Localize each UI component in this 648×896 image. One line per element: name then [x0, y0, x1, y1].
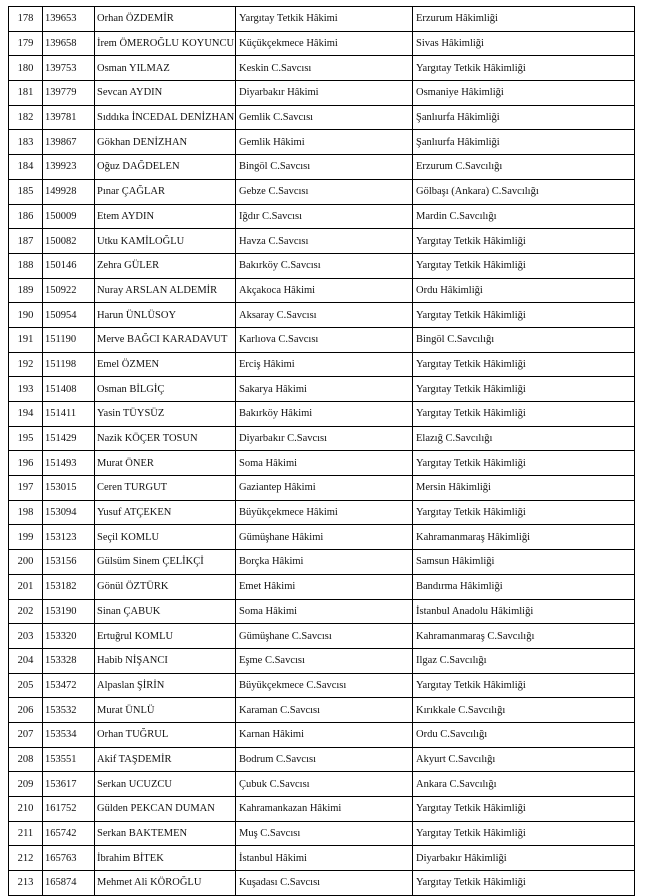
new-assignment-cell: Mersin Hâkimliği	[413, 476, 635, 501]
current-position-cell: Bingöl C.Savcısı	[236, 155, 413, 180]
registry-number-cell: 139753	[43, 56, 95, 81]
row-number-cell: 189	[9, 278, 43, 303]
table-row	[9, 599, 635, 624]
table-row	[9, 648, 635, 673]
row-number-cell: 185	[9, 179, 43, 204]
current-position-cell: Büyükçekmece Hâkimi	[236, 500, 413, 525]
table-row	[9, 525, 635, 550]
registry-number-cell: 151493	[43, 451, 95, 476]
current-position-cell: Borçka Hâkimi	[236, 550, 413, 575]
row-number-cell: 213	[9, 871, 43, 896]
table-row	[9, 253, 635, 278]
new-assignment-cell: Şanlıurfa Hâkimliği	[413, 105, 635, 130]
registry-number-cell: 150146	[43, 253, 95, 278]
table-row	[9, 772, 635, 797]
new-assignment-cell: Erzurum C.Savcılığı	[413, 155, 635, 180]
new-assignment-cell: Yargıtay Tetkik Hâkimliği	[413, 303, 635, 328]
row-number-cell: 210	[9, 797, 43, 822]
new-assignment-cell: Yargıtay Tetkik Hâkimliği	[413, 451, 635, 476]
registry-number-cell: 150954	[43, 303, 95, 328]
row-number-cell: 193	[9, 377, 43, 402]
person-name-cell: Nuray ARSLAN ALDEMİR	[95, 278, 236, 303]
table-row	[9, 846, 635, 871]
person-name-cell: Murat ÜNLÜ	[95, 698, 236, 723]
new-assignment-cell: Diyarbakır Hâkimliği	[413, 846, 635, 871]
registry-number-cell: 153328	[43, 648, 95, 673]
current-position-cell: Kuşadası C.Savcısı	[236, 871, 413, 896]
registry-number-cell: 153534	[43, 722, 95, 747]
registry-number-cell: 153320	[43, 624, 95, 649]
registry-number-cell: 139867	[43, 130, 95, 155]
person-name-cell: Orhan TUĞRUL	[95, 722, 236, 747]
table-row	[9, 105, 635, 130]
row-number-cell: 181	[9, 81, 43, 106]
new-assignment-cell: Yargıtay Tetkik Hâkimliği	[413, 797, 635, 822]
table-row	[9, 500, 635, 525]
new-assignment-cell: Yargıtay Tetkik Hâkimliği	[413, 56, 635, 81]
new-assignment-cell: Bandırma Hâkimliği	[413, 574, 635, 599]
registry-number-cell: 153617	[43, 772, 95, 797]
row-number-cell: 199	[9, 525, 43, 550]
person-name-cell: Gülsüm Sinem ÇELİKÇİ	[95, 550, 236, 575]
person-name-cell: Sinan ÇABUK	[95, 599, 236, 624]
new-assignment-cell: Mardin C.Savcılığı	[413, 204, 635, 229]
table-row	[9, 377, 635, 402]
person-name-cell: Utku KAMİLOĞLU	[95, 229, 236, 254]
current-position-cell: Gümüşhane C.Savcısı	[236, 624, 413, 649]
registry-number-cell: 139779	[43, 81, 95, 106]
row-number-cell: 201	[9, 574, 43, 599]
current-position-cell: Bodrum C.Savcısı	[236, 747, 413, 772]
new-assignment-cell: Ordu C.Savcılığı	[413, 722, 635, 747]
row-number-cell: 188	[9, 253, 43, 278]
appointment-table-body	[9, 7, 635, 896]
current-position-cell: Erciş Hâkimi	[236, 352, 413, 377]
current-position-cell: Küçükçekmece Hâkimi	[236, 31, 413, 56]
current-position-cell: Yargıtay Tetkik Hâkimi	[236, 7, 413, 32]
new-assignment-cell: Yargıtay Tetkik Hâkimliği	[413, 871, 635, 896]
new-assignment-cell: Yargıtay Tetkik Hâkimliği	[413, 500, 635, 525]
table-row	[9, 81, 635, 106]
person-name-cell: Sevcan AYDIN	[95, 81, 236, 106]
appointment-table	[8, 6, 635, 896]
table-row	[9, 821, 635, 846]
new-assignment-cell: Bingöl C.Savcılığı	[413, 327, 635, 352]
table-row	[9, 155, 635, 180]
current-position-cell: Havza C.Savcısı	[236, 229, 413, 254]
person-name-cell: İrem ÖMEROĞLU KOYUNCU	[95, 31, 236, 56]
person-name-cell: Gönül ÖZTÜRK	[95, 574, 236, 599]
current-position-cell: Soma Hâkimi	[236, 451, 413, 476]
new-assignment-cell: Osmaniye Hâkimliği	[413, 81, 635, 106]
table-row	[9, 327, 635, 352]
row-number-cell: 190	[9, 303, 43, 328]
new-assignment-cell: Yargıtay Tetkik Hâkimliği	[413, 402, 635, 427]
current-position-cell: Gebze C.Savcısı	[236, 179, 413, 204]
registry-number-cell: 139653	[43, 7, 95, 32]
row-number-cell: 203	[9, 624, 43, 649]
person-name-cell: Merve BAĞCI KARADAVUT	[95, 327, 236, 352]
table-row	[9, 229, 635, 254]
current-position-cell: Diyarbakır Hâkimi	[236, 81, 413, 106]
person-name-cell: Seçil KOMLU	[95, 525, 236, 550]
registry-number-cell: 149928	[43, 179, 95, 204]
table-row	[9, 451, 635, 476]
table-row	[9, 278, 635, 303]
new-assignment-cell: Gölbaşı (Ankara) C.Savcılığı	[413, 179, 635, 204]
row-number-cell: 206	[9, 698, 43, 723]
row-number-cell: 179	[9, 31, 43, 56]
new-assignment-cell: Kahramanmaraş C.Savcılığı	[413, 624, 635, 649]
new-assignment-cell: Yargıtay Tetkik Hâkimliği	[413, 229, 635, 254]
person-name-cell: Orhan ÖZDEMİR	[95, 7, 236, 32]
current-position-cell: Soma Hâkimi	[236, 599, 413, 624]
new-assignment-cell: Ankara C.Savcılığı	[413, 772, 635, 797]
person-name-cell: Harun ÜNLÜSOY	[95, 303, 236, 328]
row-number-cell: 205	[9, 673, 43, 698]
table-row	[9, 402, 635, 427]
current-position-cell: Aksaray C.Savcısı	[236, 303, 413, 328]
row-number-cell: 195	[9, 426, 43, 451]
appointment-list-page	[8, 6, 634, 896]
person-name-cell: Pınar ÇAĞLAR	[95, 179, 236, 204]
person-name-cell: Osman YILMAZ	[95, 56, 236, 81]
person-name-cell: Ceren TURGUT	[95, 476, 236, 501]
registry-number-cell: 139781	[43, 105, 95, 130]
new-assignment-cell: Yargıtay Tetkik Hâkimliği	[413, 673, 635, 698]
new-assignment-cell: Yargıtay Tetkik Hâkimliği	[413, 253, 635, 278]
registry-number-cell: 139923	[43, 155, 95, 180]
table-row	[9, 179, 635, 204]
current-position-cell: Karlıova C.Savcısı	[236, 327, 413, 352]
new-assignment-cell: Yargıtay Tetkik Hâkimliği	[413, 352, 635, 377]
row-number-cell: 204	[9, 648, 43, 673]
new-assignment-cell: İstanbul Anadolu Hâkimliği	[413, 599, 635, 624]
current-position-cell: Emet Hâkimi	[236, 574, 413, 599]
row-number-cell: 183	[9, 130, 43, 155]
registry-number-cell: 151411	[43, 402, 95, 427]
table-row	[9, 624, 635, 649]
row-number-cell: 187	[9, 229, 43, 254]
person-name-cell: Zehra GÜLER	[95, 253, 236, 278]
current-position-cell: Diyarbakır C.Savcısı	[236, 426, 413, 451]
table-row	[9, 722, 635, 747]
registry-number-cell: 153182	[43, 574, 95, 599]
person-name-cell: Emel ÖZMEN	[95, 352, 236, 377]
registry-number-cell: 153551	[43, 747, 95, 772]
registry-number-cell: 165763	[43, 846, 95, 871]
row-number-cell: 197	[9, 476, 43, 501]
person-name-cell: Gökhan DENİZHAN	[95, 130, 236, 155]
table-row	[9, 673, 635, 698]
row-number-cell: 196	[9, 451, 43, 476]
registry-number-cell: 153156	[43, 550, 95, 575]
person-name-cell: Serkan BAKTEMEN	[95, 821, 236, 846]
new-assignment-cell: Akyurt C.Savcılığı	[413, 747, 635, 772]
row-number-cell: 180	[9, 56, 43, 81]
table-row	[9, 352, 635, 377]
row-number-cell: 211	[9, 821, 43, 846]
table-row	[9, 130, 635, 155]
current-position-cell: Gemlik Hâkimi	[236, 130, 413, 155]
current-position-cell: Bakırköy Hâkimi	[236, 402, 413, 427]
registry-number-cell: 153123	[43, 525, 95, 550]
table-row	[9, 31, 635, 56]
table-row	[9, 56, 635, 81]
current-position-cell: Karaman C.Savcısı	[236, 698, 413, 723]
current-position-cell: İstanbul Hâkimi	[236, 846, 413, 871]
row-number-cell: 182	[9, 105, 43, 130]
person-name-cell: Yasin TÜYSÜZ	[95, 402, 236, 427]
row-number-cell: 207	[9, 722, 43, 747]
person-name-cell: Sıddıka İNCEDAL DENİZHAN	[95, 105, 236, 130]
person-name-cell: Nazik KÖÇER TOSUN	[95, 426, 236, 451]
new-assignment-cell: Elazığ C.Savcılığı	[413, 426, 635, 451]
current-position-cell: Kahramankazan Hâkimi	[236, 797, 413, 822]
registry-number-cell: 150009	[43, 204, 95, 229]
new-assignment-cell: Kahramanmaraş Hâkimliği	[413, 525, 635, 550]
new-assignment-cell: Yargıtay Tetkik Hâkimliği	[413, 377, 635, 402]
row-number-cell: 209	[9, 772, 43, 797]
registry-number-cell: 150082	[43, 229, 95, 254]
person-name-cell: Oğuz DAĞDELEN	[95, 155, 236, 180]
new-assignment-cell: Erzurum Hâkimliği	[413, 7, 635, 32]
row-number-cell: 191	[9, 327, 43, 352]
new-assignment-cell: Samsun Hâkimliği	[413, 550, 635, 575]
person-name-cell: Ertuğrul KOMLU	[95, 624, 236, 649]
table-row	[9, 871, 635, 896]
new-assignment-cell: Ilgaz C.Savcılığı	[413, 648, 635, 673]
current-position-cell: Gaziantep Hâkimi	[236, 476, 413, 501]
table-row	[9, 550, 635, 575]
table-row	[9, 303, 635, 328]
current-position-cell: Akçakoca Hâkimi	[236, 278, 413, 303]
row-number-cell: 192	[9, 352, 43, 377]
registry-number-cell: 151190	[43, 327, 95, 352]
person-name-cell: Habib NİŞANCI	[95, 648, 236, 673]
new-assignment-cell: Ordu Hâkimliği	[413, 278, 635, 303]
current-position-cell: Çubuk C.Savcısı	[236, 772, 413, 797]
new-assignment-cell: Şanlıurfa Hâkimliği	[413, 130, 635, 155]
table-row	[9, 747, 635, 772]
person-name-cell: Alpaslan ŞİRİN	[95, 673, 236, 698]
table-row	[9, 204, 635, 229]
registry-number-cell: 153190	[43, 599, 95, 624]
registry-number-cell: 153472	[43, 673, 95, 698]
table-row	[9, 574, 635, 599]
table-row	[9, 698, 635, 723]
person-name-cell: İbrahim BİTEK	[95, 846, 236, 871]
current-position-cell: Gümüşhane Hâkimi	[236, 525, 413, 550]
registry-number-cell: 150922	[43, 278, 95, 303]
registry-number-cell: 151198	[43, 352, 95, 377]
person-name-cell: Mehmet Ali KÖROĞLU	[95, 871, 236, 896]
current-position-cell: Eşme C.Savcısı	[236, 648, 413, 673]
row-number-cell: 184	[9, 155, 43, 180]
person-name-cell: Etem AYDIN	[95, 204, 236, 229]
person-name-cell: Akif TAŞDEMİR	[95, 747, 236, 772]
registry-number-cell: 151429	[43, 426, 95, 451]
row-number-cell: 178	[9, 7, 43, 32]
row-number-cell: 208	[9, 747, 43, 772]
new-assignment-cell: Yargıtay Tetkik Hâkimliği	[413, 821, 635, 846]
table-row	[9, 7, 635, 32]
row-number-cell: 186	[9, 204, 43, 229]
registry-number-cell: 151408	[43, 377, 95, 402]
row-number-cell: 200	[9, 550, 43, 575]
person-name-cell: Osman BİLGİÇ	[95, 377, 236, 402]
current-position-cell: Muş C.Savcısı	[236, 821, 413, 846]
table-row	[9, 476, 635, 501]
table-row	[9, 426, 635, 451]
current-position-cell: Bakırköy C.Savcısı	[236, 253, 413, 278]
row-number-cell: 198	[9, 500, 43, 525]
current-position-cell: Iğdır C.Savcısı	[236, 204, 413, 229]
table-row	[9, 797, 635, 822]
person-name-cell: Gülden PEKCAN DUMAN	[95, 797, 236, 822]
current-position-cell: Büyükçekmece C.Savcısı	[236, 673, 413, 698]
registry-number-cell: 165874	[43, 871, 95, 896]
current-position-cell: Karnan Hâkimi	[236, 722, 413, 747]
person-name-cell: Yusuf ATÇEKEN	[95, 500, 236, 525]
current-position-cell: Sakarya Hâkimi	[236, 377, 413, 402]
row-number-cell: 202	[9, 599, 43, 624]
person-name-cell: Serkan UCUZCU	[95, 772, 236, 797]
new-assignment-cell: Kırıkkale C.Savcılığı	[413, 698, 635, 723]
row-number-cell: 212	[9, 846, 43, 871]
new-assignment-cell: Sivas Hâkimliği	[413, 31, 635, 56]
current-position-cell: Gemlik C.Savcısı	[236, 105, 413, 130]
row-number-cell: 194	[9, 402, 43, 427]
registry-number-cell: 153015	[43, 476, 95, 501]
registry-number-cell: 139658	[43, 31, 95, 56]
person-name-cell: Murat ÖNER	[95, 451, 236, 476]
current-position-cell: Keskin C.Savcısı	[236, 56, 413, 81]
registry-number-cell: 153532	[43, 698, 95, 723]
registry-number-cell: 165742	[43, 821, 95, 846]
registry-number-cell: 161752	[43, 797, 95, 822]
registry-number-cell: 153094	[43, 500, 95, 525]
